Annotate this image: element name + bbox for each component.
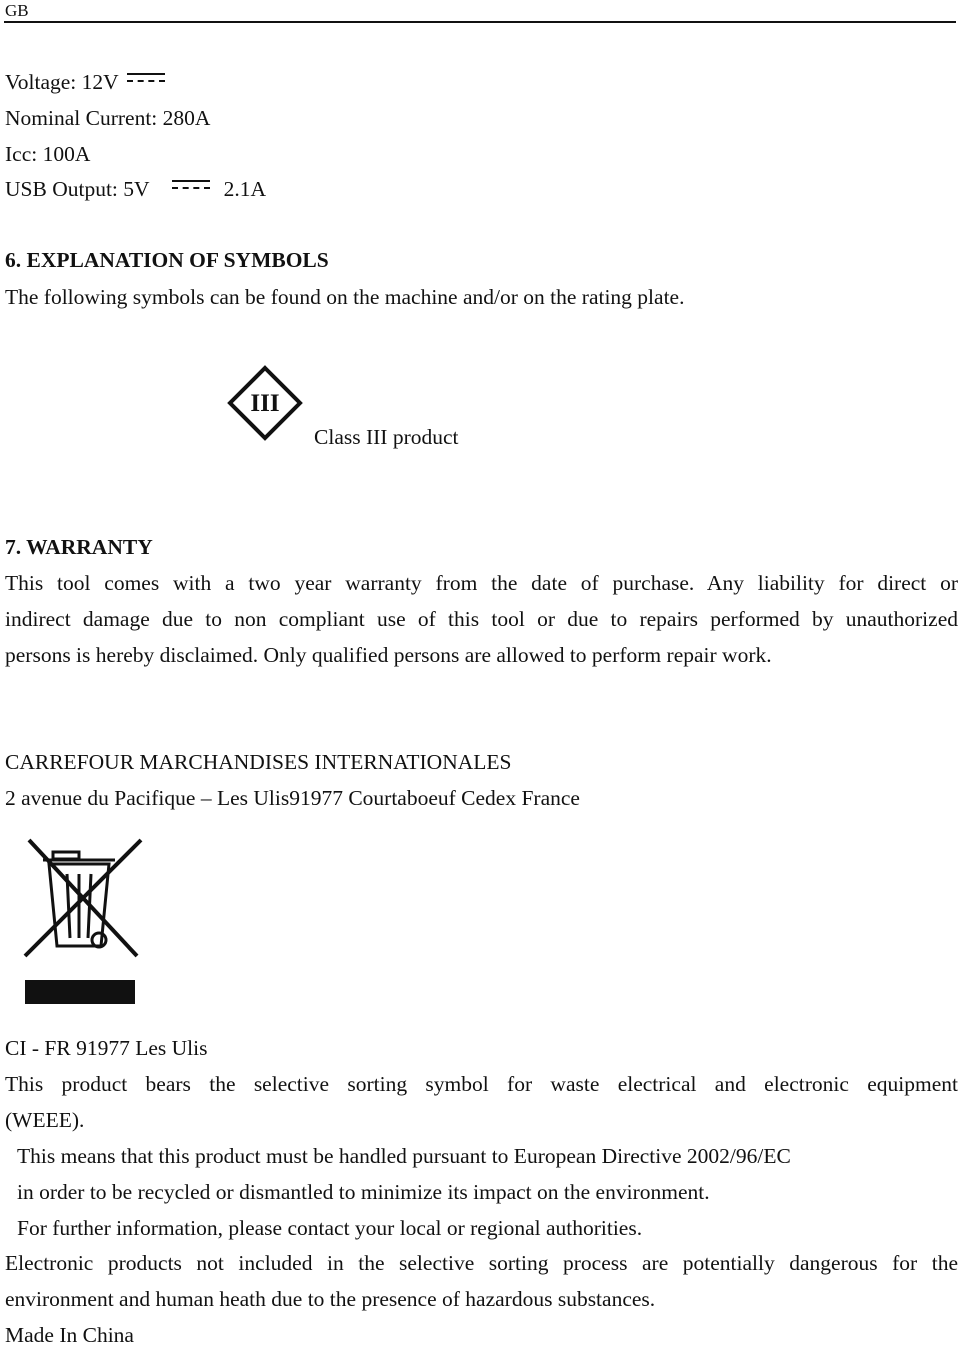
spec-usb-text: USB Output: 5V — [5, 177, 150, 201]
company-address: 2 avenue du Pacifique – Les Ulis91977 Courtaboeuf Cedex France — [5, 786, 580, 810]
weee-indented-2: in order to be recycled or dismantled to minimize its impact on the environment. — [17, 1180, 710, 1204]
header-divider — [4, 21, 956, 23]
spec-usb-current: 2.1A — [223, 177, 266, 201]
spec-nominal-current: Nominal Current: 280A — [5, 106, 211, 130]
class-iii-label: Class III product — [314, 425, 459, 449]
weee-indented-3: For further information, please contact your local or regional authorities. — [17, 1216, 643, 1240]
company-name: CARREFOUR MARCHANDISES INTERNATIONALES — [5, 750, 512, 774]
spec-voltage — [5, 64, 165, 100]
warranty-line-2: indirect damage due to non compliant use of this tool or due to repairs performed by unauthorized — [5, 607, 958, 631]
warranty-line-3: persons is hereby disclaimed. Only qualified persons are allowed to perform repair work. — [5, 643, 772, 667]
symbols-heading: 6. EXPLANATION OF SYMBOLS — [5, 248, 329, 272]
class-iii-symbol-text: III — [250, 390, 280, 417]
weee-ref: CI - FR 91977 Les Ulis — [5, 1036, 208, 1060]
weee-closing-1: Electronic products not included in the selective sorting process are potentially dangerous for the — [5, 1251, 958, 1275]
symbols-intro: The following symbols can be found on the machine and/or on the rating plate. — [5, 285, 685, 309]
spec-usb-output — [5, 171, 266, 207]
weee-closing-2: environment and human heath due to the presence of hazardous substances. — [5, 1287, 656, 1311]
weee-bin-icon — [15, 834, 145, 1008]
dc-symbol-icon — [127, 73, 165, 85]
header-label: GB — [5, 1, 29, 20]
weee-line-2: (WEEE). — [5, 1108, 85, 1132]
warranty-heading: 7. WARRANTY — [5, 535, 153, 559]
made-in-label: Made In China — [5, 1323, 134, 1347]
dc-symbol-icon — [172, 180, 210, 192]
weee-line-1: This product bears the selective sorting symbol for waste electrical and electronic equipment — [5, 1072, 958, 1096]
class-iii-icon — [228, 366, 302, 440]
weee-indented-1: This means that this product must be handled pursuant to European Directive 2002/96/EC — [17, 1144, 791, 1168]
spec-icc: Icc: 100A — [5, 142, 91, 166]
warranty-line-1: This tool comes with a two year warranty from the date of purchase. Any liability for direct or — [5, 571, 958, 595]
spec-voltage-text: Voltage: 12V — [5, 70, 119, 94]
